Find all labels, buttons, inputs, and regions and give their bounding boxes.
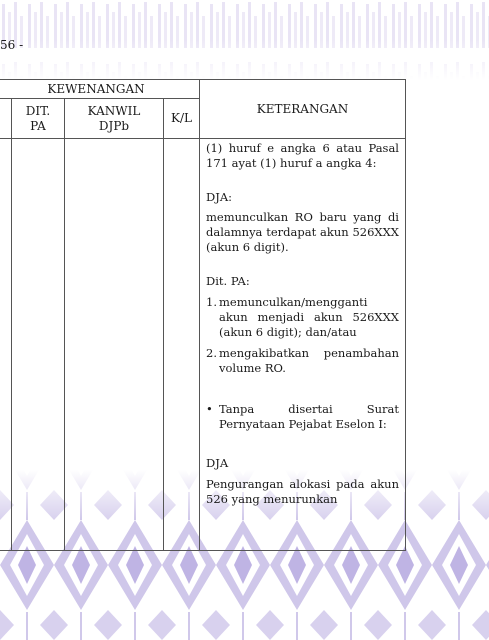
kanwil-djpb-cell <box>65 139 164 551</box>
bullet-item <box>206 402 399 432</box>
dja-label: DJA: <box>206 190 233 204</box>
cut-column-cell <box>0 139 12 551</box>
dja2-label: DJA <box>206 456 229 470</box>
cut-column-header <box>0 99 12 139</box>
kl-header: K/L <box>164 99 200 139</box>
dit-pa-label: Dit. PA: <box>206 274 250 288</box>
bullet-text: Tanpa disertai Surat Pernyataan Pejabat Eselon I: <box>219 402 399 431</box>
list-item-text: memunculkan/mengganti akun menjadi akun 526XXX (akun 6 digit); dan/atau <box>219 295 399 339</box>
list-item-number: 1. <box>206 295 217 309</box>
dja-text: memunculkan RO baru yang di dalamnya terdapat akun 526XXX (akun 6 digit). <box>206 210 399 254</box>
page-number: 56 - <box>0 38 24 52</box>
dit-pa-list <box>206 295 399 376</box>
kewenangan-header: KEWENANGAN <box>0 80 200 99</box>
continuation-text: (1) huruf e angka 6 atau Pasal 171 ayat (1) huruf a angka 4: <box>206 141 399 170</box>
keterangan-header: KETERANGAN <box>200 80 406 139</box>
list-item-number: 2. <box>206 346 217 360</box>
dit-pa-header: DIT. PA <box>12 99 65 139</box>
keterangan-cell <box>200 139 406 551</box>
dja2-text: Pengurangan alokasi pada akun 526 yang menurunkan <box>206 477 399 506</box>
list-item <box>206 295 399 340</box>
kl-cell <box>164 139 200 551</box>
list-item <box>206 346 399 376</box>
kanwil-djpb-header: KANWIL DJPb <box>65 99 164 139</box>
list-item-text: mengakibatkan penambahan volume RO. <box>219 346 399 375</box>
dit-pa-cell <box>12 139 65 551</box>
kewenangan-table <box>0 79 406 551</box>
bullet-icon: • <box>206 402 213 416</box>
